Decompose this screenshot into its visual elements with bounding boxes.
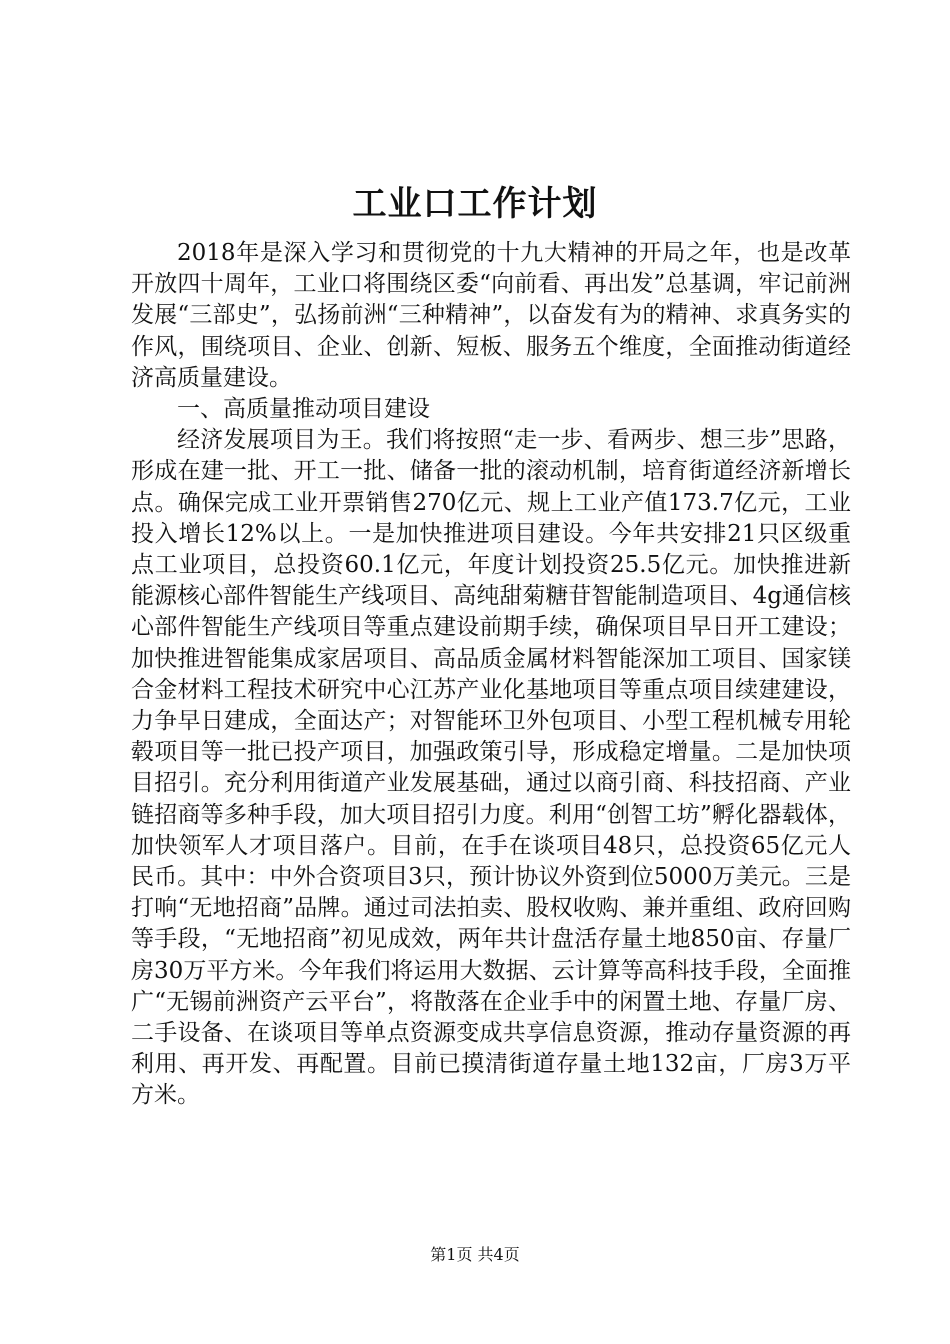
section-heading: 一、高质量推动项目建设 bbox=[177, 396, 430, 423]
intro-paragraph: 2018年是深入学习和贯彻党的十九大精神的开局之年，也是改革开放四十周年，工业口将围绕区委“向前看、再出发”总基调，牢记前洲发展“三部史”，弘扬前洲“三种精神”，以奋发有为的精神、求真务实的作风，围绕项目、企业、创新、短板、服务五个维度，全面推动街道经济高质量建设。 bbox=[131, 240, 851, 391]
document-title: 工业口工作计划 bbox=[352, 184, 598, 224]
document-body bbox=[131, 238, 851, 1112]
page-footer: 第1页 共4页 bbox=[430, 1245, 520, 1264]
section-paragraph: 经济发展项目为王。我们将按照“走一步、看两步、想三步”思路，形成在建一批、开工一批、储备一批的滚动机制，培育街道经济新增长点。确保完成工业开票销售270亿元、规上工业产值173.7亿元，工业投入增长12%以上。一是加快推进项目建设。今年共安排21只区级重点工业项目，总投资60.1亿元，年度计划投资25.5亿元。加快推进新能源核心部件智能生产线项目、高纯甜菊糖苷智能制造项目、4g通信核心部件智能生产线项目等重点建设前期手续，确保项目早日开工建设；加快推进智能集成家居项目、高品质金属材料智能深加工项目、国家镁合金材料工程技术研究中心江苏产业化基地项目等重点项目续建建设，力争早日建成，全面达产；对智能环卫外包项目、小型工程机械专用轮毂项目等一批已投产项目，加强政策引导，形成稳定增量。二是加快项目招引。充分利用街道产业发展基础，通过以商引商、科技招商、产业链招商等多种手段，加大项目招引力度。利用“创智工坊”孵化器载体，加快领军人才项目落户。目前，在手在谈项目48只，总投资65亿元人民币。其中：中外合资项目3只，预计协议外资到位5000万美元。三是打响“无地招商”品牌。通过司法拍卖、股权收购、兼并重组、政府回购等手段，“无地招商”初见成效，两年共计盘活存量土地850亩、存量厂房30万平方米。今年我们将运用大数据、云计算等高科技手段，全面推广“无锡前洲资产云平台”，将散落在企业手中的闲置土地、存量厂房、二手设备、在谈项目等单点资源变成共享信息资源，推动存量资源的再利用、再开发、再配置。目前已摸清街道存量土地132亩，厂房3万平方米。 bbox=[131, 427, 851, 1109]
